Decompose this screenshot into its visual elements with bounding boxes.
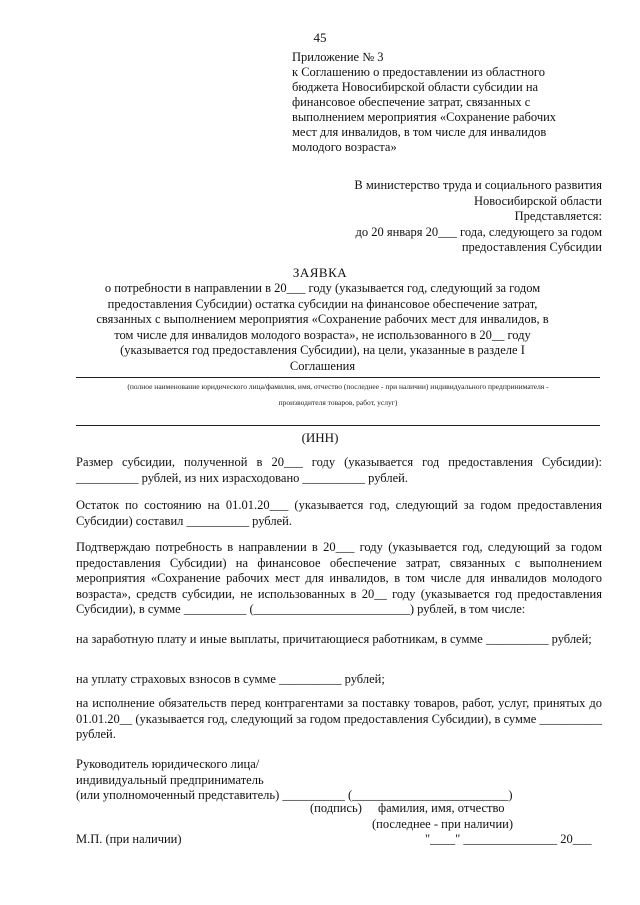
recipient-line: Новосибирской области: [473, 193, 602, 208]
paragraph-balance: Остаток по состоянию на 01.01.20___ (указывается год, следующий за годом предоставления Субсидии) составил __________ рублей.: [76, 498, 602, 528]
paragraph-insurance: на уплату страховых взносов в сумме __________ рублей;: [76, 672, 385, 686]
recipient-line: предоставления Субсидии: [461, 240, 602, 254]
signature-block: [76, 757, 513, 804]
appendix-line: выполнением мероприятия «Сохранение рабочих: [292, 110, 557, 124]
paragraph-subsidy-size: Размер субсидии, полученной в 20___ году (указывается год предоставления Субсидии): __________ рублей, из них израсходовано __________ рублей.: [76, 455, 602, 485]
inn-label: (ИНН): [301, 430, 339, 445]
inn-line: [76, 425, 600, 426]
name-label: фамилия, имя, отчество: [378, 801, 505, 815]
recipient-line: до 20 января 20___ года, следующего за годом: [355, 224, 602, 239]
signature-line: Руководитель юридического лица/: [76, 757, 260, 771]
date-field: "____" _______________ 20___: [425, 832, 592, 846]
stamp-note: М.П. (при наличии): [76, 832, 182, 846]
page-number: 45: [313, 30, 327, 45]
recipient-line: В министерство труда и социального развития: [354, 178, 602, 192]
org-name-note: (полное наименование юридического лица/фамилия, имя, отчество (последнее - при наличии) индивидуального предпринимателя -: [127, 382, 549, 391]
paragraph-wages: на заработную плату и иные выплаты, причитающиеся работникам, в сумме __________ рублей;: [76, 632, 592, 646]
appendix-block: [292, 50, 612, 155]
name-label-note: (последнее - при наличии): [372, 817, 513, 831]
appendix-line: к Соглашению о предоставлении из областного: [292, 65, 545, 79]
recipient-block: [302, 178, 602, 256]
signature-label: (подпись): [310, 801, 362, 815]
appendix-line: мест для инвалидов, в том числе для инвалидов: [292, 125, 547, 139]
appendix-line: финансовое обеспечение затрат, связанных с: [292, 95, 531, 109]
signature-line: индивидуальный предприниматель: [76, 772, 264, 787]
appendix-line: молодого возраста»: [292, 140, 397, 154]
document-subtitle: о потребности в направлении в 20___ году (указывается год, следующий за годом предоставления Субсидии) остатка субсидии на финансовое обеспечение затрат, связанных с выполнением мероприятия «Сохранение рабочих мест для инвалидов, в том числе для инвалидов молодого возраста», не использованного в 20__ году (указывается год предоставления Субсидии), на цели, указанные в разделе I Соглашения: [96, 281, 549, 373]
org-name-line: [76, 377, 600, 378]
recipient-line: Представляется:: [514, 209, 602, 223]
document-title: ЗАЯВКА: [292, 265, 348, 280]
appendix-title: Приложение № 3: [292, 50, 384, 64]
paragraph-contractors: на исполнение обязательств перед контрагентами за поставку товаров, работ, услуг, принятых до 01.01.20__ (указывается год, следующий за годом предоставления Субсидии), в сумме __________ рублей.: [76, 696, 602, 741]
appendix-line: бюджета Новосибирской области субсидии на: [292, 80, 539, 94]
signature-line: (или уполномоченный представитель) __________ (_________________________): [76, 788, 513, 802]
org-name-note: производителя товаров, работ, услуг): [278, 398, 398, 407]
paragraph-confirmation: Подтверждаю потребность в направлении в 20___ году (указывается год, следующий за годом предоставления Субсидии) на финансовое обеспечение затрат, связанных с выполнением мероприятия «Сохранение рабочих мест для инвалидов, в том числе для инвалидов молодого возраста», средств субсидии, не использованных в 20__ году (указывается год предоставления Субсидии), в сумме __________ (_________________________) рублей, в том числе:: [76, 540, 602, 616]
